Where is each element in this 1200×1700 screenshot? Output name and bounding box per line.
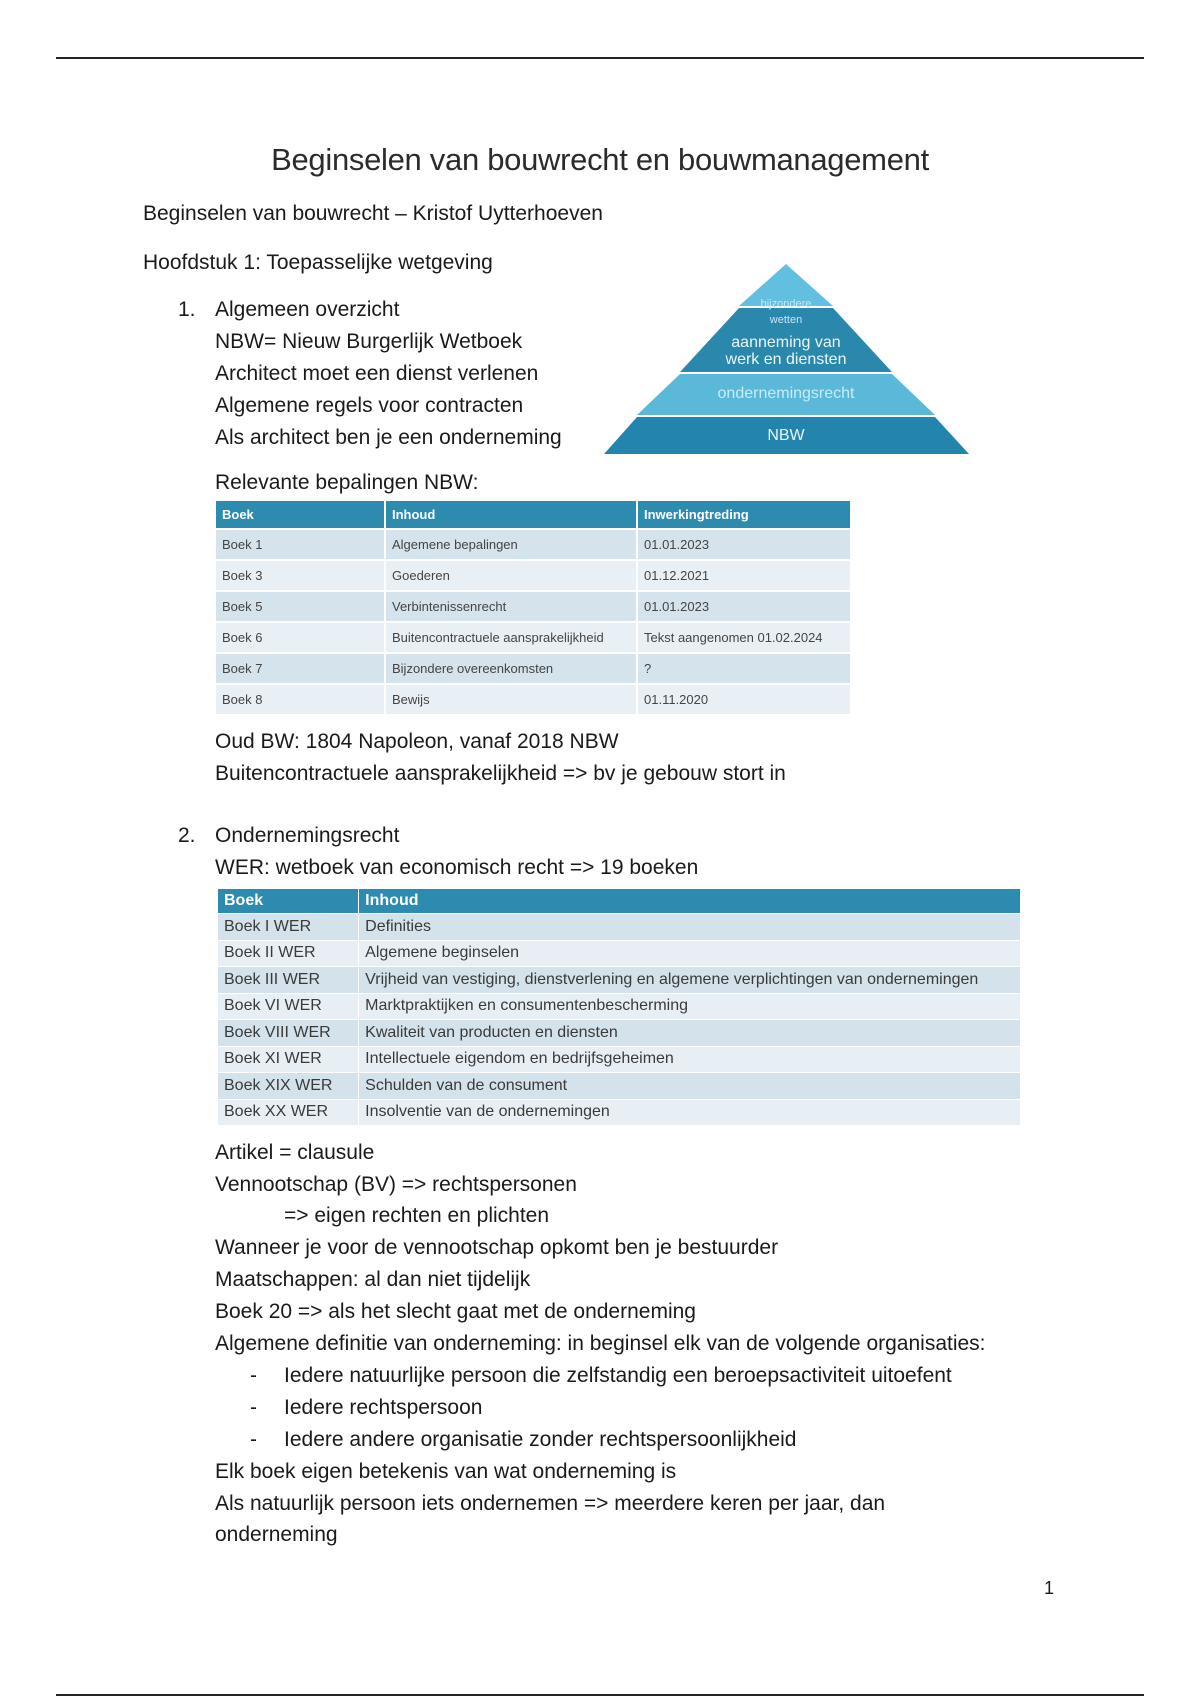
table-row <box>216 561 850 590</box>
nbw-pyramid-diagram <box>590 250 990 460</box>
section-2-line-indented: => eigen rechten en plichten <box>284 1204 550 1227</box>
table-header-cell: Inhoud <box>359 889 1020 913</box>
section-1-number: 1. <box>178 298 196 321</box>
table-cell: Kwaliteit van producten en diensten <box>359 1020 1020 1046</box>
section-1-line: Algemene regels voor contracten <box>215 394 524 417</box>
section-2-line: Wanneer je voor de vennootschap opkomt ben je bestuurder <box>215 1236 779 1259</box>
section-2-line: Boek 20 => als het slecht gaat met de onderneming <box>215 1300 696 1323</box>
pyramid-label-second-1: aanneming van <box>731 334 841 351</box>
section-2-line: Artikel = clausule <box>215 1141 375 1164</box>
section-2-line: Algemene definitie van onderneming: in beginsel elk van de volgende organisaties: <box>215 1332 986 1355</box>
table-cell: Schulden van de consument <box>359 1073 1020 1099</box>
section-2-closing-line: Als natuurlijk persoon iets ondernemen => meerdere keren per jaar, dan <box>215 1492 886 1515</box>
section-1-heading: Algemeen overzicht <box>215 298 400 321</box>
section-2-number: 2. <box>178 824 196 847</box>
table-cell: Algemene beginselen <box>359 941 1020 967</box>
table-row <box>218 967 1020 993</box>
chapter-heading: Hoofdstuk 1: Toepasselijke wetgeving <box>143 251 493 274</box>
section-2-intro: WER: wetboek van economisch recht => 19 boeken <box>215 856 699 879</box>
table-cell: ? <box>638 654 850 683</box>
table-cell: Marktpraktijken en consumentenbescherming <box>359 994 1020 1020</box>
pyramid-label-third: ondernemingsrecht <box>717 385 855 402</box>
wer-books-table <box>217 888 1021 1126</box>
table-cell: Boek XIX WER <box>218 1073 358 1099</box>
bullet-item: Iedere natuurlijke persoon die zelfstandig een beroepsactiviteit uitoefent <box>284 1364 952 1387</box>
table-header-cell: Inhoud <box>386 501 636 528</box>
table-cell: Goederen <box>386 561 636 590</box>
table-header-row <box>216 501 850 528</box>
table-cell: Definities <box>359 914 1020 940</box>
table-row <box>218 994 1020 1020</box>
pyramid-label-second-2: werk en diensten <box>725 351 847 368</box>
table-header-row <box>218 889 1020 913</box>
table-cell: Boek 3 <box>216 561 384 590</box>
table-cell: 01.01.2023 <box>638 592 850 621</box>
document-title: Beginselen van bouwrecht en bouwmanagement <box>271 142 929 177</box>
table-cell: Boek VIII WER <box>218 1020 358 1046</box>
section-2-line: Maatschappen: al dan niet tijdelijk <box>215 1268 531 1291</box>
table-row <box>218 1073 1020 1099</box>
section-2-closing-line: Elk boek eigen betekenis van wat onderneming is <box>215 1460 677 1483</box>
table-cell: Boek 1 <box>216 530 384 559</box>
table-cell: Boek III WER <box>218 967 358 993</box>
bullet-marker: - <box>250 1428 257 1451</box>
table-cell: 01.12.2021 <box>638 561 850 590</box>
table-cell: Intellectuele eigendom en bedrijfsgeheimen <box>359 1047 1020 1073</box>
table-row <box>218 1020 1020 1046</box>
bullet-marker: - <box>250 1396 257 1419</box>
table-row <box>218 1100 1020 1126</box>
table-cell: Boek 8 <box>216 685 384 714</box>
page-number: 1 <box>1044 1578 1055 1598</box>
table-cell: Bewijs <box>386 685 636 714</box>
table-row <box>216 623 850 652</box>
table-header-cell: Boek <box>218 889 358 913</box>
table-cell: Boek XX WER <box>218 1100 358 1126</box>
table-cell: Boek II WER <box>218 941 358 967</box>
table-cell: 01.01.2023 <box>638 530 850 559</box>
bullet-marker: - <box>250 1364 257 1387</box>
pyramid-label-top-2: wetten <box>769 314 803 326</box>
section-1-line: Architect moet een dienst verlenen <box>215 362 539 385</box>
relevant-provisions-label: Relevante bepalingen NBW: <box>215 471 479 494</box>
table-cell: Boek XI WER <box>218 1047 358 1073</box>
table-row <box>216 530 850 559</box>
section-2-closing-line: onderneming <box>215 1523 338 1546</box>
table-cell: Insolventie van de ondernemingen <box>359 1100 1020 1126</box>
table-cell: Boek 5 <box>216 592 384 621</box>
table-cell: Tekst aangenomen 01.02.2024 <box>638 623 850 652</box>
table-cell: Boek VI WER <box>218 994 358 1020</box>
table-cell: Boek 7 <box>216 654 384 683</box>
subtitle: Beginselen van bouwrecht – Kristof Uytterhoeven <box>143 202 603 225</box>
table-header-cell: Inwerkingtreding <box>638 501 850 528</box>
section-2-heading: Ondernemingsrecht <box>215 824 400 847</box>
table-cell: Algemene bepalingen <box>386 530 636 559</box>
section-1-after-line: Buitencontractuele aansprakelijkheid => bv je gebouw stort in <box>215 762 786 785</box>
table-row <box>218 914 1020 940</box>
table-cell: Vrijheid van vestiging, dienstverlening en algemene verplichtingen van ondernemingen <box>359 967 1020 993</box>
table-row <box>216 654 850 683</box>
table-row <box>216 685 850 714</box>
table-cell: Boek 6 <box>216 623 384 652</box>
section-2-line: Vennootschap (BV) => rechtspersonen <box>215 1173 577 1196</box>
table-cell: Verbintenissenrecht <box>386 592 636 621</box>
nbw-books-table <box>214 499 852 716</box>
table-cell: Bijzondere overeenkomsten <box>386 654 636 683</box>
table-row <box>218 941 1020 967</box>
table-cell: 01.11.2020 <box>638 685 850 714</box>
section-1-line: NBW= Nieuw Burgerlijk Wetboek <box>215 330 523 353</box>
bottom-rule <box>56 1694 1144 1696</box>
section-1-line: Als architect ben je een onderneming <box>215 426 562 449</box>
table-row <box>216 592 850 621</box>
table-header-cell: Boek <box>216 501 384 528</box>
section-1-after-line: Oud BW: 1804 Napoleon, vanaf 2018 NBW <box>215 730 619 753</box>
bullet-item: Iedere rechtspersoon <box>284 1396 483 1419</box>
pyramid-label-top-1: bijzondere <box>760 298 812 310</box>
table-cell: Boek I WER <box>218 914 358 940</box>
bullet-item: Iedere andere organisatie zonder rechtspersoonlijkheid <box>284 1428 797 1451</box>
table-cell: Buitencontractuele aansprakelijkheid <box>386 623 636 652</box>
pyramid-label-bottom: NBW <box>767 427 805 444</box>
table-row <box>218 1047 1020 1073</box>
top-rule <box>56 57 1144 59</box>
